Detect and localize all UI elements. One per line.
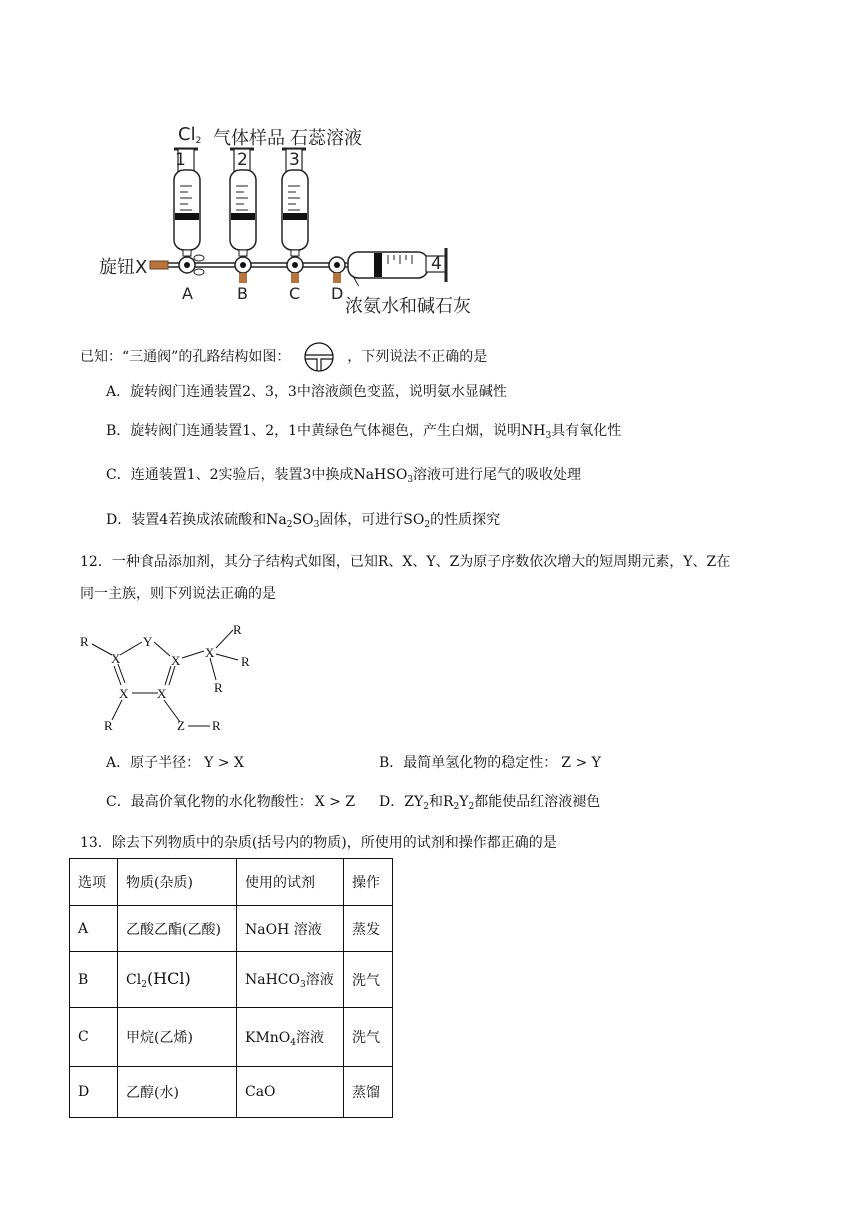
atom-x-4: X	[119, 686, 129, 701]
q11-option-c: C．连通装置1、2实验后，装置3中换成NaHSO$_3$溶液可进行尾气的吸收处理	[106, 467, 582, 485]
cell-reagent: NaHCO$_3$溶液	[237, 952, 344, 1008]
cell-operation: 蒸发	[344, 906, 393, 952]
syringe-number-2: 2	[237, 150, 248, 170]
valve-label-a: A	[182, 284, 193, 303]
syringe-number-3: 3	[289, 150, 300, 170]
q12-option-c: C．最高价氧化物的水化物酸性： X > Z	[106, 794, 356, 810]
atom-r-4: R	[214, 680, 223, 695]
cell-option: D	[70, 1067, 118, 1118]
header-option: 选项	[70, 859, 118, 906]
q12-stem-line2: 同一主族，则下列说法正确的是	[80, 586, 276, 602]
valve-d	[329, 257, 345, 283]
cell-reagent: NaOH 溶液	[237, 906, 344, 952]
atom-r-5: R	[104, 718, 113, 733]
valve-c	[287, 257, 303, 283]
table-header-row	[70, 859, 393, 906]
atom-r-1: R	[80, 634, 89, 649]
q11-option-a: A．旋转阀门连通装置2、3，3中溶液颜色变蓝，说明氨水显碱性	[106, 384, 507, 400]
atom-x-3: X	[205, 645, 215, 660]
cell-substance: 乙酸乙酯(乙酸)	[118, 906, 237, 952]
cell-substance: 乙醇(水)	[118, 1067, 237, 1118]
atom-x-5: X	[157, 686, 167, 701]
valve-a	[179, 255, 204, 275]
knob-label: 旋钮X	[99, 257, 148, 278]
syringe-number-4: 4	[431, 254, 442, 274]
cell-operation: 蒸馏	[344, 1067, 393, 1118]
cell-reagent: CaO	[237, 1067, 344, 1118]
litmus-label: 石蕊溶液	[290, 128, 362, 149]
table-row	[70, 1008, 393, 1067]
header-substance: 物质(杂质)	[118, 859, 237, 906]
valve-label-d: D	[331, 284, 344, 303]
cell-option: C	[70, 1008, 118, 1067]
q13-stem: 13．除去下列物质中的杂质(括号内的物质)，所使用的试剂和操作都正确的是	[80, 835, 557, 851]
gas-sample-label: 气体样品	[213, 128, 285, 149]
table-row	[70, 906, 393, 952]
header-operation: 操作	[344, 859, 393, 906]
cell-reagent: KMnO$_4$溶液	[237, 1008, 344, 1067]
syringe-number-1: 1	[175, 150, 186, 170]
table-row	[70, 952, 393, 1008]
valve-label-c: C	[289, 284, 301, 303]
atom-r-2: R	[233, 622, 242, 637]
apparatus-drawing	[140, 146, 460, 286]
atom-r-3: R	[241, 654, 250, 669]
atom-z: Z	[177, 718, 185, 733]
q12-option-d: D．$ZY_2$和$R_2Y_2$都能使品红溶液褪色	[379, 794, 601, 812]
syringe4-content-label: 浓氨水和碱石灰	[345, 296, 471, 317]
q12-option-a: A．原子半径： Y > X	[106, 755, 244, 771]
cell-substance: 甲烷(乙烯)	[118, 1008, 237, 1067]
q13-table	[69, 858, 393, 1118]
q11-option-d: D．装置4若换成浓硫酸和$Na_2SO_3$固体，可进行$SO_2$的性质探究	[106, 512, 501, 530]
atom-x-1: X	[111, 651, 121, 666]
q11-intro: 已知：“三通阀”的孔路结构如图： ，下列说法不正确的是	[80, 341, 487, 373]
header-reagent: 使用的试剂	[237, 859, 344, 906]
cl2-label: $Cl_2$	[178, 124, 202, 146]
valve-label-b: B	[237, 284, 248, 303]
cell-operation: 洗气	[344, 1008, 393, 1067]
atom-r-6: R	[212, 718, 221, 733]
q12-option-b: B．最简单氢化物的稳定性： Z > Y	[379, 755, 601, 771]
cell-option: B	[70, 952, 118, 1008]
cell-operation: 洗气	[344, 952, 393, 1008]
q11-option-b: B．旋转阀门连通装置1、2，1中黄绿色气体褪色，产生白烟，说明$NH_3$具有氧化性	[106, 423, 622, 441]
cell-substance: $Cl_2(HCl)$	[118, 952, 237, 1008]
three-way-valve-icon	[295, 341, 343, 373]
atom-x-2: X	[171, 653, 181, 668]
cell-option: A	[70, 906, 118, 952]
q12-stem-line1: 12．一种食品添加剂，其分子结构式如图，已知R、X、Y、Z为原子序数依次增大的短周期元素，Y、Z在	[80, 554, 731, 570]
valve-b	[235, 257, 251, 283]
table-row	[70, 1067, 393, 1118]
atom-y: Y	[143, 634, 153, 649]
